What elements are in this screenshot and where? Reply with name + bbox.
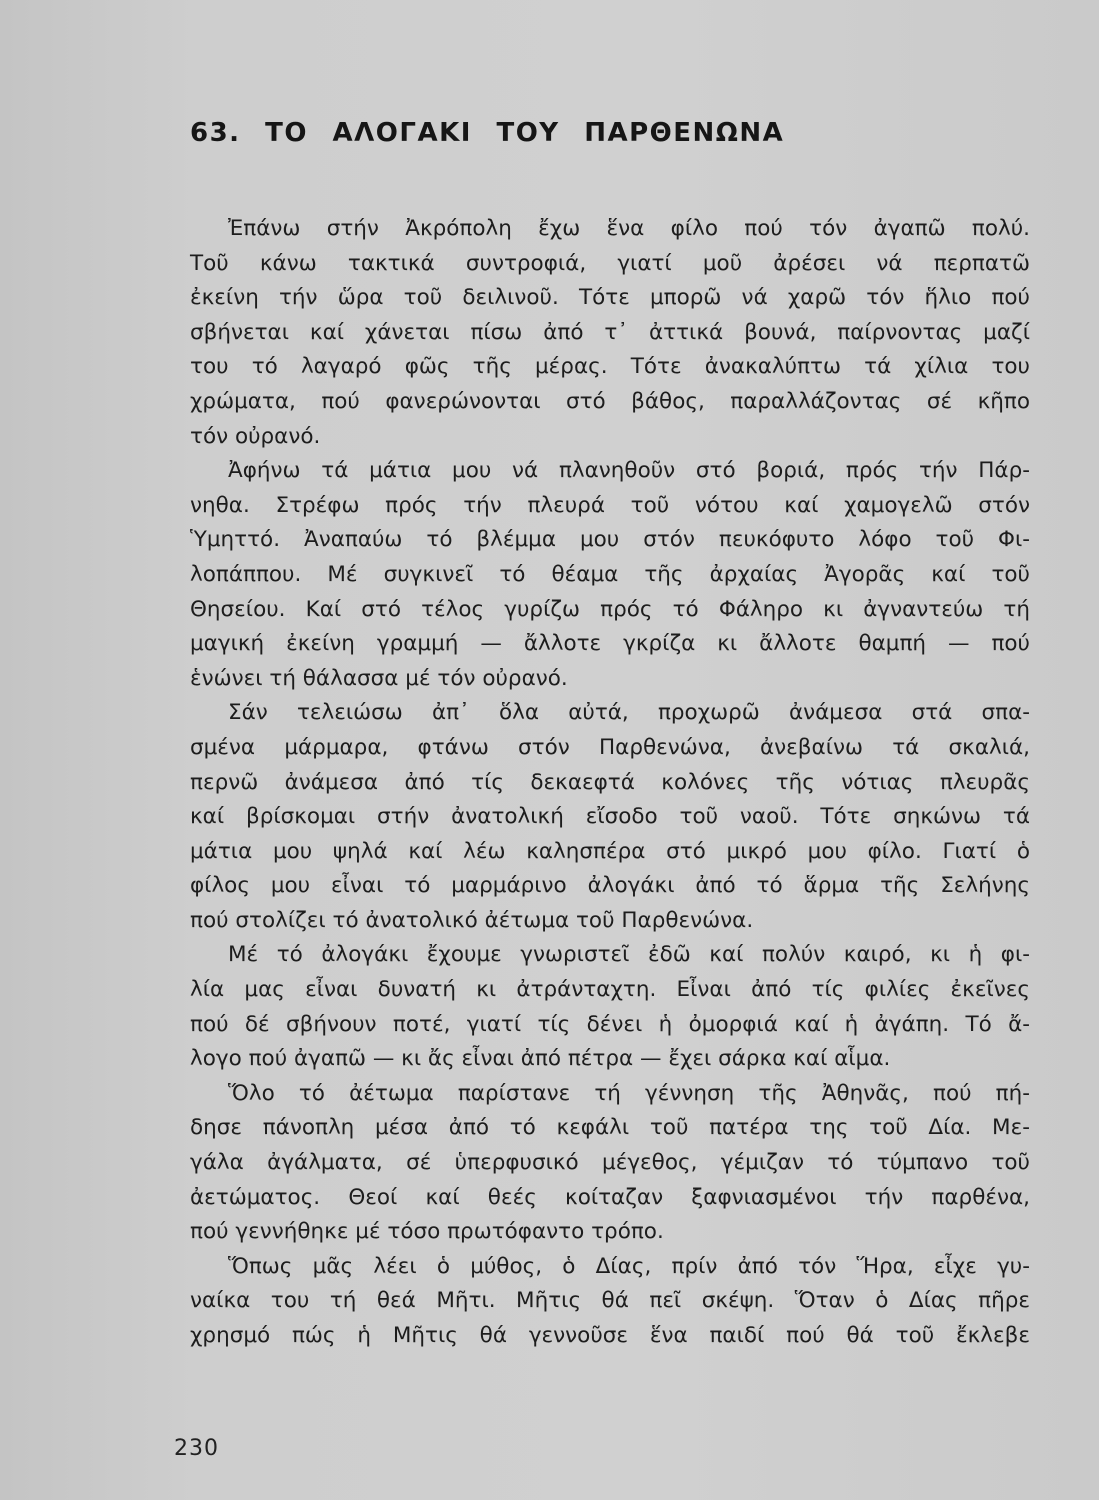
text-line: καί βρίσκομαι στήν ἀνατολική εἴσοδο τοῦ ναοῦ. Τότε σηκώνω τά: [190, 804, 1030, 830]
text-line: Σάν τελειώσω ἀπ᾿ ὅλα αὐτά, προχωρῶ ἀνάμεσα στά σπα-: [228, 700, 1030, 726]
text-line: γάλα ἀγάλματα, σέ ὑπερφυσικό μέγεθος, γέμιζαν τό τύμπανο τοῦ: [190, 1150, 1030, 1176]
text-line: χρησμό πώς ἡ Μῆτις θά γεννοῦσε ἕνα παιδί πού θά τοῦ ἔκλεβε: [190, 1323, 1030, 1348]
chapter-title-word: ΤΟΥ: [496, 118, 560, 148]
text-line: ἀετώματος. Θεοί καί θεές κοίταζαν ξαφνιασμένοι τήν παρθένα,: [190, 1184, 1030, 1210]
chapter-title-word: ΑΛΟΓΑΚΙ: [332, 118, 472, 148]
text-line: χρώματα, πού φανερώνονται στό βάθος, παραλλάζοντας σέ κῆπο: [190, 388, 1030, 414]
text-line: πού γεννήθηκε μέ τόσο πρωτόφαντο τρόπο.: [190, 1219, 664, 1245]
text-line: Μέ τό ἀλογάκι ἔχουμε γνωριστεῖ ἐδῶ καί πολύν καιρό, κι ἡ φι-: [228, 942, 1030, 968]
paragraph: [190, 1250, 1030, 1354]
text-line: του τό λαγαρό φῶς τῆς μέρας. Τότε ἀνακαλύπτω τά χίλια του: [190, 354, 1030, 380]
paragraph: [190, 454, 1030, 696]
text-line: λογο πού ἀγαπῶ — κι ἄς εἶναι ἀπό πέτρα — ἔχει σάρκα καί αἷμα.: [190, 1046, 891, 1072]
text-line: πού στολίζει τό ἀνατολικό ἀέτωμα τοῦ Παρθενώνα.: [190, 907, 754, 933]
text-line: λία μας εἶναι δυνατή κι ἀτράνταχτη. Εἶναι ἀπό τίς φιλίες ἐκεῖνες: [190, 977, 1030, 1003]
text-line: σμένα μάρμαρα, φτάνω στόν Παρθενώνα, ἀνεβαίνω τά σκαλιά,: [190, 734, 1030, 760]
text-line: Ἀφήνω τά μάτια μου νά πλανηθοῦν στό βοριά, πρός τήν Πάρ-: [228, 458, 1030, 484]
text-line: λοπάππου. Μέ συγκινεῖ τό θέαμα τῆς ἀρχαίας Ἀγορᾶς καί τοῦ: [190, 561, 1030, 587]
text-line: Ὑμηττό. Ἀναπαύω τό βλέμμα μου στόν πευκόφυτο λόφο τοῦ Φι-: [190, 527, 1030, 553]
text-line: δησε πάνοπλη μέσα ἀπό τό κεφάλι τοῦ πατέρα της τοῦ Δία. Με-: [190, 1115, 1030, 1141]
chapter-title: [190, 118, 784, 148]
text-line: μαγική ἐκείνη γραμμή — ἄλλοτε γκρίζα κι ἄλλοτε θαμπή — πού: [190, 631, 1030, 657]
body-text: [190, 212, 1030, 1354]
text-line: νηθα. Στρέφω πρός τήν πλευρά τοῦ νότου καί χαμογελῶ στόν: [190, 492, 1030, 518]
page-number: 230: [174, 1436, 219, 1461]
paragraph: [190, 696, 1030, 938]
text-line: Ἐπάνω στήν Ἀκρόπολη ἔχω ἕνα φίλο πού τόν ἀγαπῶ πολύ.: [228, 216, 1030, 241]
chapter-title-word: ΤΟ: [265, 118, 308, 148]
text-line: σβήνεται καί χάνεται πίσω ἀπό τ᾿ ἀττικά βουνά, παίρνοντας μαζί: [190, 319, 1030, 345]
text-line: ἐκείνη τήν ὥρα τοῦ δειλινοῦ. Τότε μπορῶ νά χαρῶ τόν ἥλιο πού: [190, 285, 1030, 311]
paragraph: [190, 1077, 1030, 1250]
chapter-title-word: ΠΑΡΘΕΝΩΝΑ: [584, 118, 785, 148]
paragraph: [190, 212, 1030, 454]
text-line: πού δέ σβήνουν ποτέ, γιατί τίς δένει ἡ ὀμορφιά καί ἡ ἀγάπη. Τό ἄ-: [190, 1011, 1030, 1037]
text-line: ναίκα του τή θεά Μῆτι. Μῆτις θά πεῖ σκέψη. Ὅταν ὁ Δίας πῆρε: [190, 1288, 1030, 1314]
text-line: Ὅλο τό ἀέτωμα παρίστανε τή γέννηση τῆς Ἀθηνᾶς, πού πή-: [228, 1080, 1030, 1106]
text-line: μάτια μου ψηλά καί λέω καλησπέρα στό μικρό μου φίλο. Γιατί ὁ: [190, 838, 1030, 864]
text-line: Ὅπως μᾶς λέει ὁ μύθος, ὁ Δίας, πρίν ἀπό τόν Ἥρα, εἶχε γυ-: [228, 1253, 1030, 1279]
text-line: Τοῦ κάνω τακτικά συντροφιά, γιατί μοῦ ἀρέσει νά περπατῶ: [190, 250, 1030, 276]
text-line: φίλος μου εἶναι τό μαρμάρινο ἀλογάκι ἀπό τό ἅρμα τῆς Σελήνης: [190, 873, 1030, 899]
paragraph: [190, 938, 1030, 1076]
text-line: ἑνώνει τή θάλασσα μέ τόν οὐρανό.: [190, 665, 568, 691]
text-line: τόν οὐρανό.: [190, 423, 321, 449]
text-line: περνῶ ἀνάμεσα ἀπό τίς δεκαεφτά κολόνες τῆς νότιας πλευρᾶς: [190, 769, 1030, 795]
chapter-number: 63.: [190, 118, 241, 148]
text-line: Θησείου. Καί στό τέλος γυρίζω πρός τό Φάληρο κι ἀγναντεύω τή: [190, 596, 1030, 622]
